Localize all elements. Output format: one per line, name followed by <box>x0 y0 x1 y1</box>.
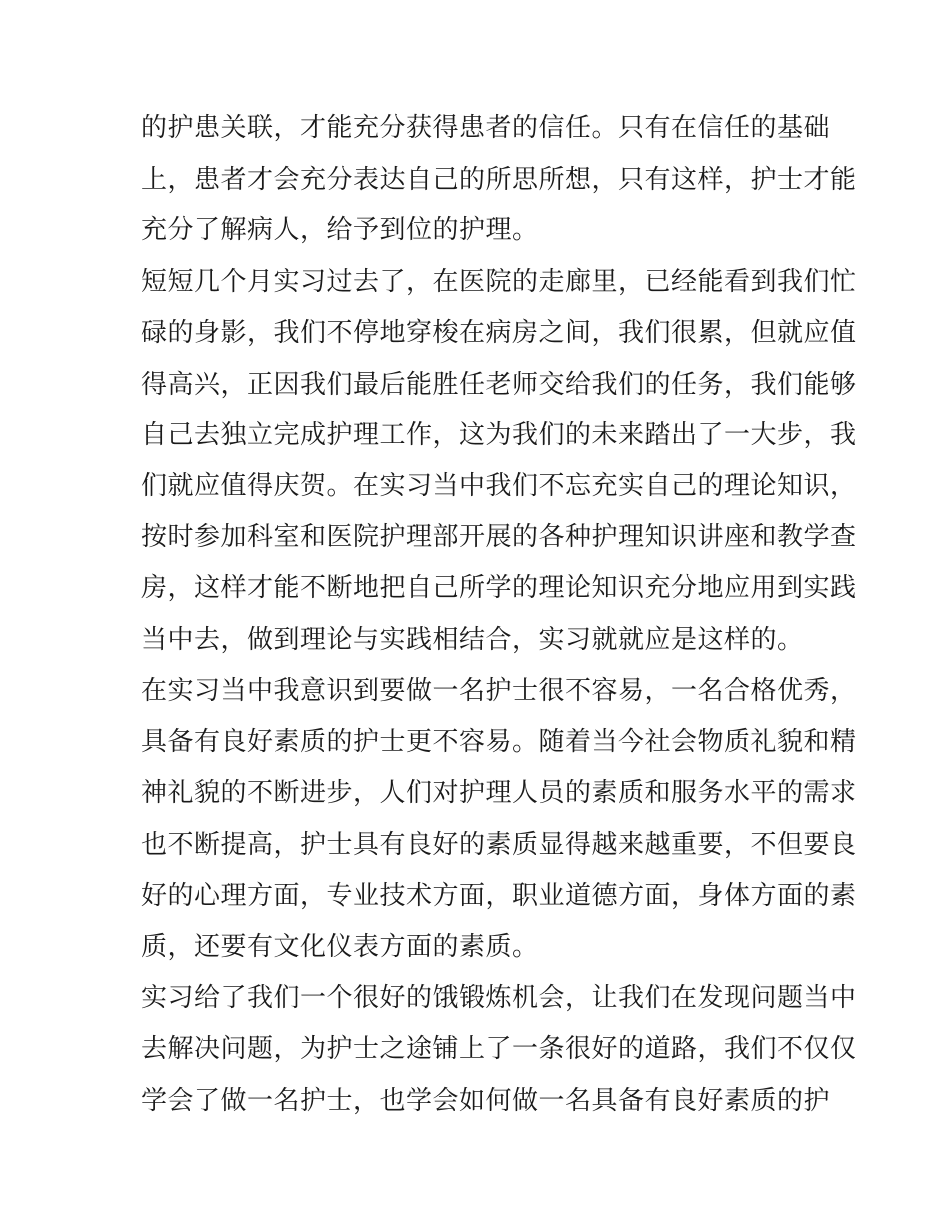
text-line: 去解决问题，为护士之途铺上了一条很好的道路，我们不仅仅 <box>141 1034 857 1064</box>
text-line: 碌的身影，我们不停地穿梭在病房之间，我们很累，但就应值 <box>141 318 857 348</box>
text-line: 房，这样才能不断地把自己所学的理论知识充分地应用到实践 <box>141 573 857 603</box>
text-line: 好的心理方面，专业技术方面，职业道德方面，身体方面的素 <box>141 881 857 911</box>
text-line: 按时参加科室和医院护理部开展的各种护理知识讲座和教学查 <box>141 522 857 552</box>
text-line: 也不断提高，护士具有良好的素质显得越来越重要，不但要良 <box>141 830 857 860</box>
text-line: 上，患者才会充分表达自己的所思所想，只有这样，护士才能 <box>141 165 857 195</box>
text-line: 们就应值得庆贺。在实习当中我们不忘充实自己的理论知识， <box>141 471 857 501</box>
text-line: 的护患关联，才能充分获得患者的信任。只有在信任的基础 <box>141 113 831 143</box>
text-line: 具备有良好素质的护士更不容易。随着当今社会物质礼貌和精 <box>141 727 857 757</box>
text-line: 得高兴，正因我们最后能胜任老师交给我们的任务，我们能够 <box>141 370 857 400</box>
text-line: 实习给了我们一个很好的饿锻炼机会，让我们在发现问题当中 <box>141 983 857 1013</box>
text-line: 自己去独立完成护理工作，这为我们的未来踏出了一大步，我 <box>141 420 857 450</box>
text-line: 学会了做一名护士，也学会如何做一名具备有良好素质的护 <box>141 1086 831 1116</box>
text-line: 神礼貌的不断进步，人们对护理人员的素质和服务水平的需求 <box>141 778 857 808</box>
text-line: 充分了解病人，给予到位的护理。 <box>141 215 539 245</box>
text-line: 在实习当中我意识到要做一名护士很不容易，一名合格优秀， <box>141 676 857 706</box>
text-line: 质，还要有文化仪表方面的素质。 <box>141 932 539 962</box>
text-line: 当中去，做到理论与实践相结合，实习就就应是这样的。 <box>141 625 804 655</box>
text-line: 短短几个月实习过去了，在医院的走廊里，已经能看到我们忙 <box>141 267 857 297</box>
